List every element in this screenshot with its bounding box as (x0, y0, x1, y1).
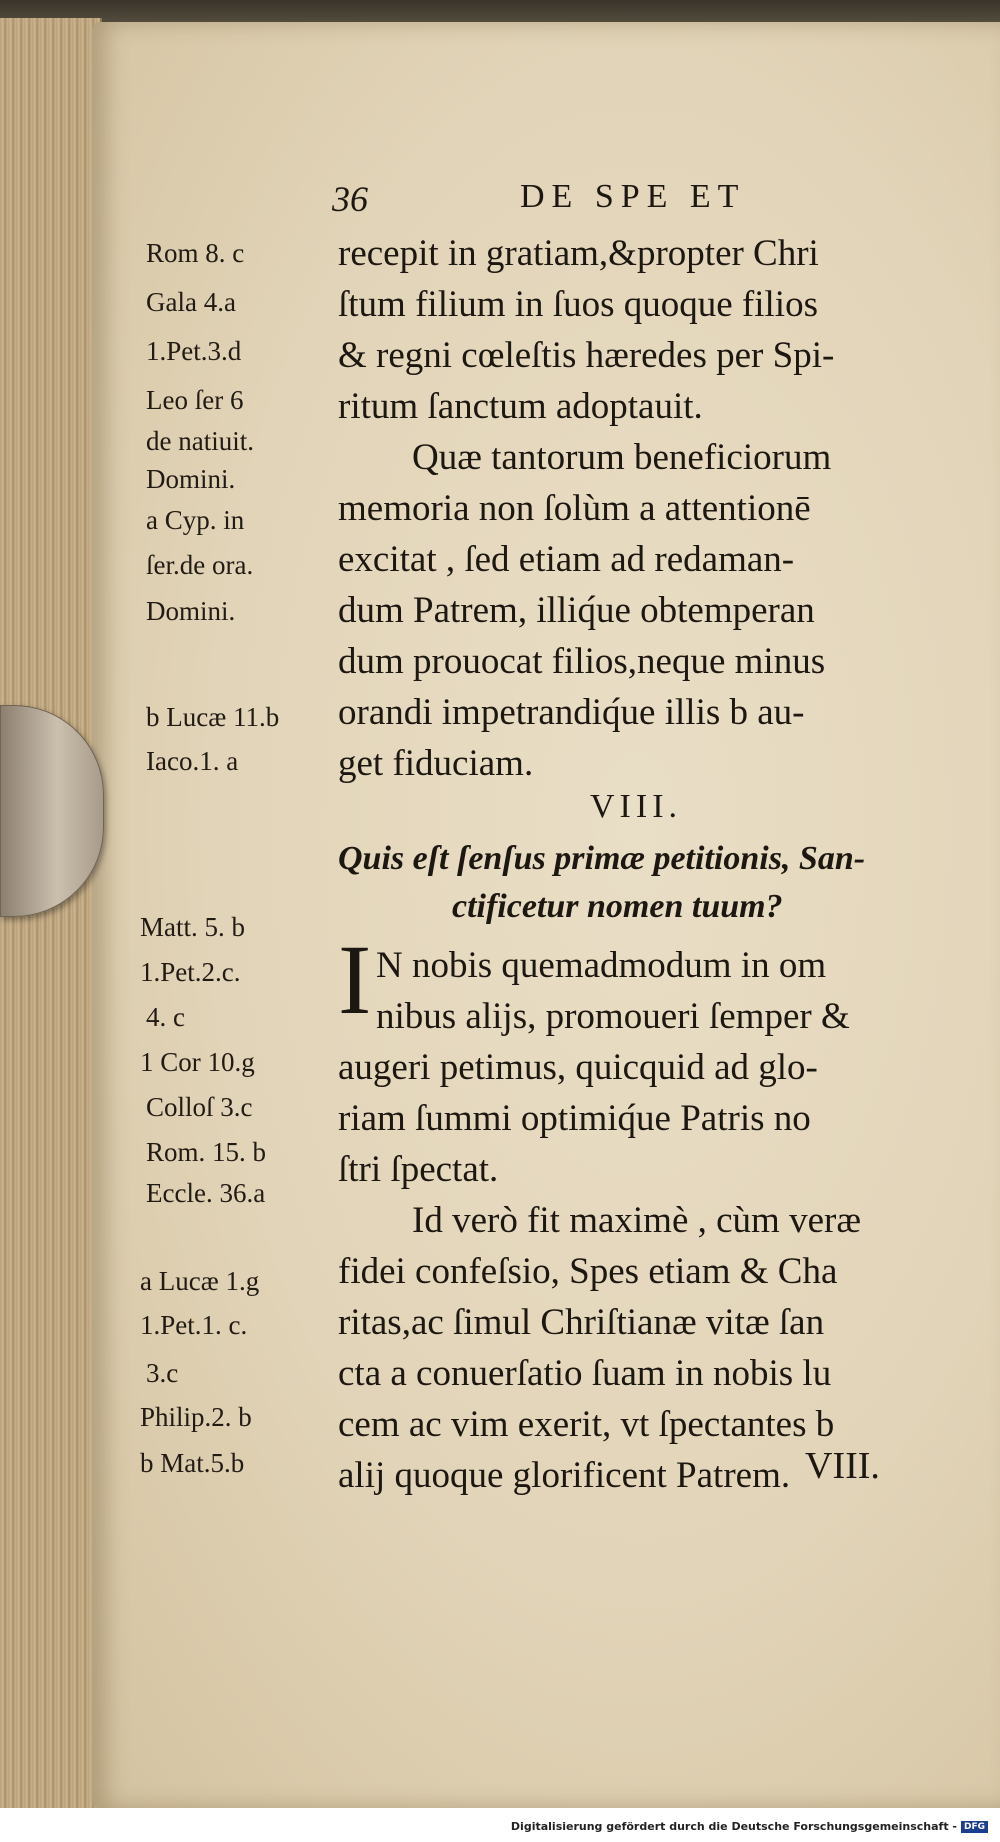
text-line: memoria non ſolùm a attentionē (338, 488, 811, 529)
margin-note: b Mat.5.b (140, 1448, 245, 1478)
margin-note: Iaco.1. a (146, 746, 239, 776)
page-number: 36 (332, 179, 368, 219)
margin-note: 1.Pet.2.c. (140, 957, 241, 987)
margin-note: Rom 8. c (146, 238, 245, 268)
text-line: cem ac vim exerit, vt ſpectantes b (338, 1404, 835, 1445)
margin-note: ſer.de ora. (146, 550, 254, 580)
text-line: Quæ tantorum beneficiorum (412, 437, 832, 478)
running-title: DE SPE ET (520, 178, 746, 215)
drop-cap: I (338, 924, 372, 1035)
margin-note: Leo ſer 6 (146, 385, 244, 415)
margin-note: a Lucæ 1.g (140, 1266, 260, 1296)
text-line: ſtri ſpectat. (338, 1149, 499, 1190)
section-number: VIII. (590, 788, 683, 825)
text-line: & regni cœleſtis hæredes per Spi- (338, 335, 835, 376)
text-line: dum prouocat filios,neque minus (338, 641, 826, 682)
text-line: N nobis quemadmodum in om (376, 945, 827, 986)
margin-note: b Lucæ 11.b (146, 702, 280, 732)
margin-note: 3.c (146, 1358, 179, 1388)
credit-text: Digitalisierung gefördert durch die Deutsche Forschungsgemeinschaft - (510, 1820, 957, 1833)
margin-note: Colloſ 3.c (146, 1092, 253, 1122)
text-line: ſtum filium in ſuos quoque filios (338, 284, 818, 325)
margin-note: 4. c (146, 1002, 185, 1032)
margin-note: de natiuit. (146, 426, 254, 456)
text-line: dum Patrem, illiq́ue obtemperan (338, 590, 815, 631)
text-line: riam ſummi optimiq́ue Patris no (338, 1098, 811, 1139)
question-line: Quis eſt ſenſus primæ petitionis, San- (338, 840, 866, 877)
margin-note: Domini. (146, 596, 236, 626)
text-line: nibus alijs, promoueri ſemper & (376, 996, 850, 1037)
margin-note: Gala 4.a (146, 287, 236, 317)
text-line: excitat , ſed etiam ad redaman- (338, 539, 795, 580)
text-line: ritum ſanctum adoptauit. (338, 386, 703, 427)
digitization-credit (511, 1820, 988, 1833)
dfg-logo: DFG (961, 1821, 988, 1833)
margin-note: 1 Cor 10.g (140, 1047, 255, 1077)
margin-note: a Cyp. in (146, 505, 245, 535)
margin-note: 1.Pet.1. c. (140, 1310, 248, 1340)
text-line: cta a conuerſatio ſuam in nobis lu (338, 1353, 832, 1394)
text-line: orandi impetrandiq́ue illis b au- (338, 692, 805, 733)
text-line: Id verò fit maximè , cùm veræ (412, 1200, 862, 1241)
margin-note: Matt. 5. b (140, 912, 245, 942)
question-line: ctificetur nomen tuum? (452, 888, 783, 925)
margin-note: 1.Pet.3.d (146, 336, 242, 366)
margin-note: Eccle. 36.a (146, 1178, 266, 1208)
text-line: recepit in gratiam,&propter Chri (338, 233, 819, 274)
margin-note: Domini. (146, 464, 236, 494)
catchword: VIII. (805, 1445, 880, 1487)
text-line: get fiduciam. (338, 743, 534, 784)
text-line: ritas,ac ſimul Chriſtianæ vitæ ſan (338, 1302, 825, 1343)
text-line: alij quoque glorificent Patrem. (338, 1455, 791, 1496)
text-line: augeri petimus, quicquid ad glo- (338, 1047, 818, 1088)
margin-note: Rom. 15. b (146, 1137, 267, 1167)
text-line: fidei confeſsio, Spes etiam & Cha (338, 1251, 838, 1292)
margin-note: Philip.2. b (140, 1402, 252, 1432)
